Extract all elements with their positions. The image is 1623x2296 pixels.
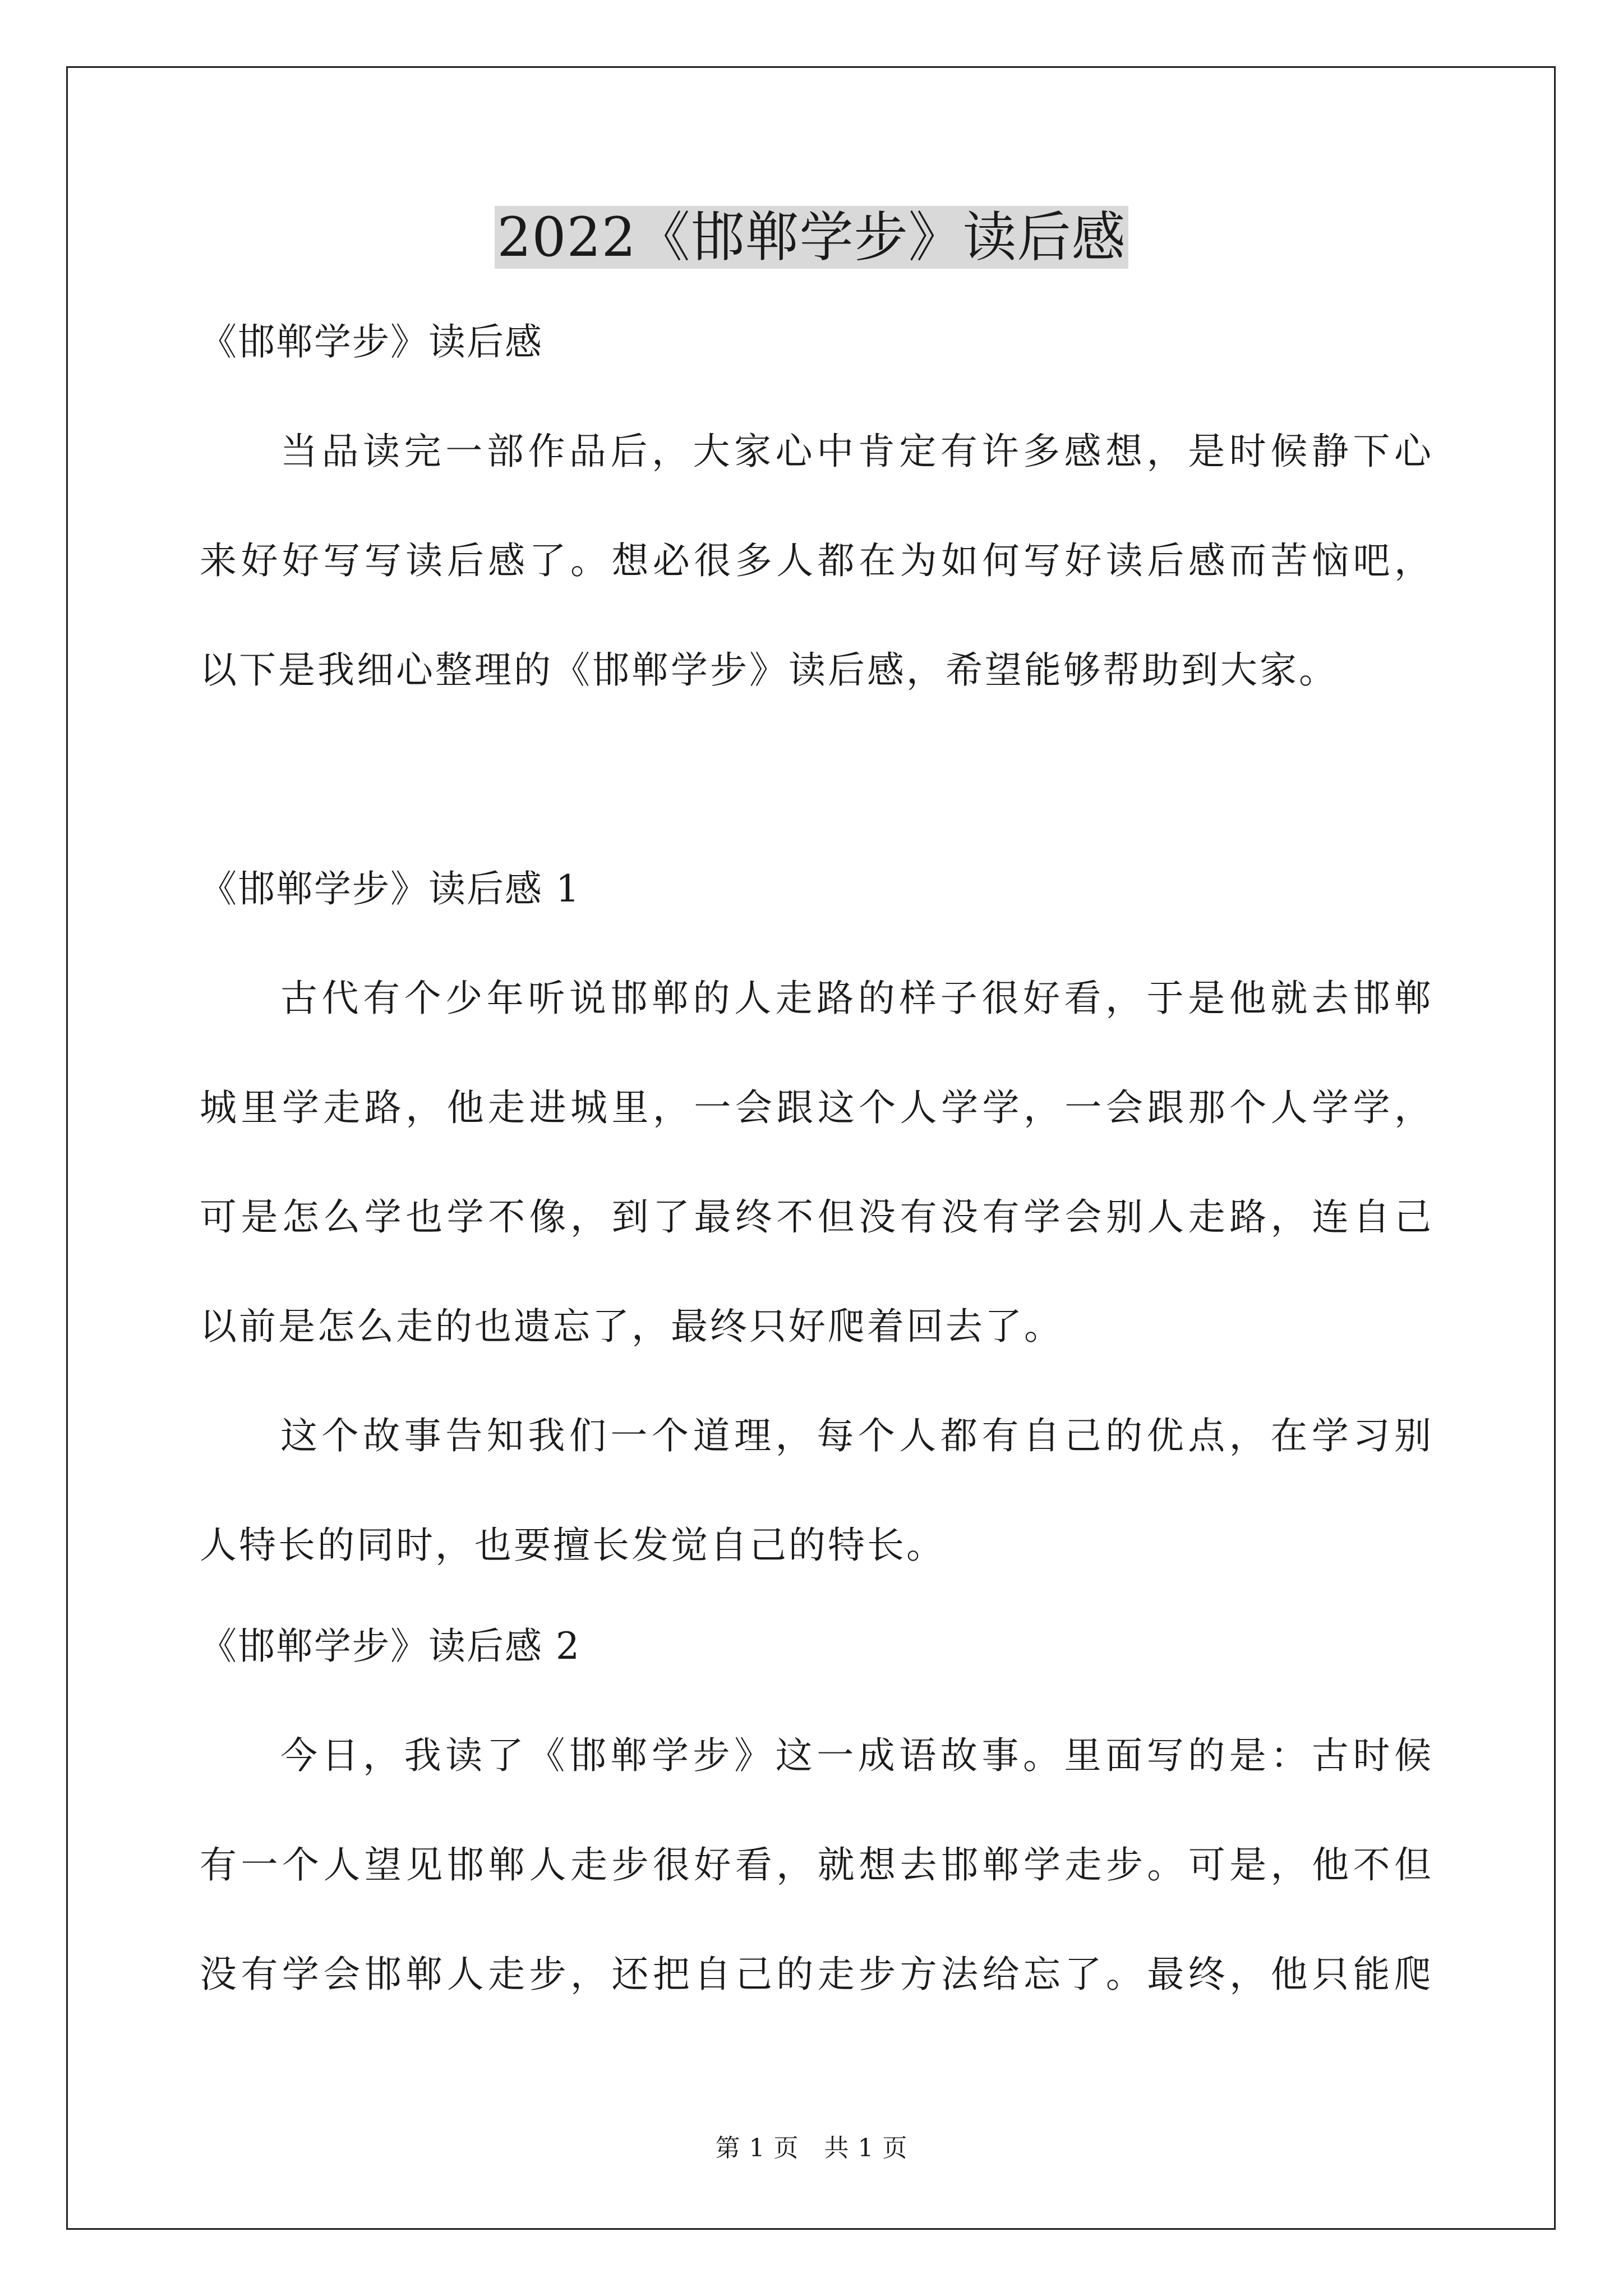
paragraph-line: 以下是我细心整理的《邯郸学步》读后感，希望能够帮助到大家。 xyxy=(200,648,1338,692)
section-1-heading: 《邯郸学步》读后感 1 xyxy=(200,867,580,910)
section-2-paragraph-1 xyxy=(200,1728,1433,2003)
paragraph-line: 人特长的同时，也要擅长发觉自己的特长。 xyxy=(200,1524,946,1567)
paragraph-line: 来好好写写读后感了。想必很多人都在为如何写好读后感而苦恼吧， xyxy=(200,539,1433,582)
document-title xyxy=(0,201,1623,274)
paragraph-line: 以前是怎么走的也遗忘了，最终只好爬着回去了。 xyxy=(200,1305,1063,1348)
paragraph-line: 可是怎么学也学不像，到了最终不但没有没有学会别人走路，连自己 xyxy=(200,1195,1433,1239)
paragraph-line: 有一个人望见邯郸人走步很好看，就想去邯郸学走步。可是，他不但 xyxy=(200,1843,1433,1887)
intro-paragraph xyxy=(200,424,1433,698)
paragraph-line: 今日，我读了《邯郸学步》这一成语故事。里面写的是：古时候 xyxy=(280,1734,1433,1777)
subtitle: 《邯郸学步》读后感 xyxy=(200,320,543,364)
section-1-paragraph-1 xyxy=(200,970,1433,1355)
paragraph-line: 当品读完一部作品后，大家心中肯定有许多感想，是时候静下心 xyxy=(280,430,1433,473)
document-title-text: 2022《邯郸学步》读后感 xyxy=(495,206,1128,269)
section-2-heading: 《邯郸学步》读后感 2 xyxy=(200,1625,580,1668)
paragraph-line: 这个故事告知我们一个道理，每个人都有自己的优点，在学习别 xyxy=(280,1414,1433,1457)
page-footer: 第 1 页 共 1 页 xyxy=(715,2134,908,2162)
section-1-paragraph-2 xyxy=(200,1408,1433,1573)
paragraph-line: 古代有个少年听说邯郸的人走路的样子很好看，于是他就去邯郸 xyxy=(280,977,1433,1020)
document-body xyxy=(200,314,1433,2003)
paragraph-line: 城里学走路，他走进城里，一会跟这个人学学，一会跟那个人学学， xyxy=(200,1086,1433,1129)
paragraph-line: 没有学会邯郸人走步，还把自己的走步方法给忘了。最终，他只能爬 xyxy=(200,1953,1433,1996)
